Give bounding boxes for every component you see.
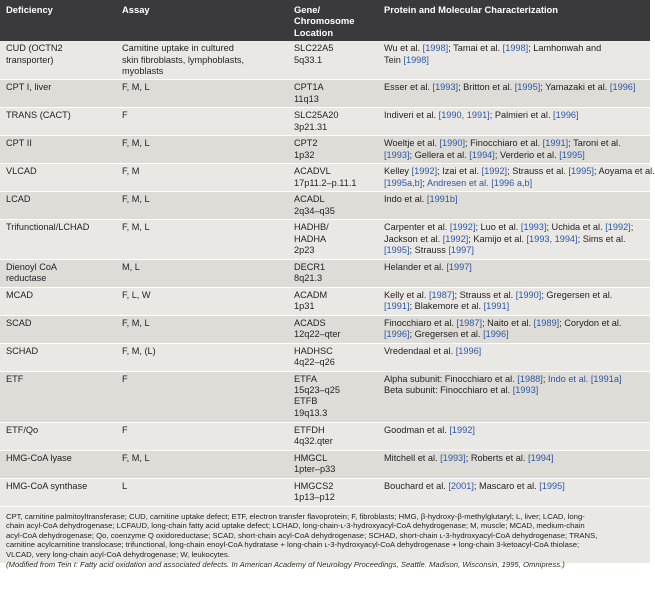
citation-link[interactable]: [1991] [483,301,510,312]
gene-location-cell [288,371,378,422]
assay-cell [116,287,288,315]
table-row [0,192,650,220]
gene-location-cell-line: ETFB [294,396,318,407]
assay-cell-line: L [122,480,128,491]
citation-link[interactable]: [1994] [469,149,495,160]
reference-text: ; Gellera et al. [409,149,470,160]
reference-text: Kelley [384,166,412,177]
gene-location-cell-line: 8q21.3 [294,273,323,284]
reference-text: ; Corydon et al. [559,317,622,328]
citation-link[interactable]: [1987] [428,289,455,300]
table-row [0,136,650,164]
protein-characterization-cell [378,371,650,422]
citation-link[interactable]: [1996] [455,345,482,356]
reference-text: Helander et al. [384,261,447,272]
table-row [0,80,650,108]
protein-characterization-cell [378,41,650,80]
assay-cell-line: F, M, L [122,138,150,149]
reference-line [384,318,644,329]
reference-text: ; Luo et al. [475,222,521,233]
header-label: Chromosome [294,15,355,27]
deficiency-cell-line: CPT II [6,138,32,149]
deficiency-cell-line: SCHAD [6,345,39,356]
reference-text: ; Gregersen et al. [541,289,613,300]
gene-location-cell-line: ACADS [294,317,326,328]
citation-link[interactable]: [1996] [384,329,410,340]
footnote-line: carnitine acylcarnitine translocase; trifunctional, long-chain enoyl-CoA hydratase + long-chain ʟ-3-hydroxyacyl-CoA dehydrogenase + long-chain 3-ketoacyl-CoA thiolase; [6,540,580,550]
table-body [0,41,655,506]
gene-location-cell-line: HMGCS2 [294,480,334,491]
assay-cell [116,371,288,422]
gene-location-cell-line: 12q22–qter [294,329,341,340]
gene-location-cell-line: CPT2 [294,138,318,149]
gene-location-cell-line: ACADM [294,289,328,300]
assay-cell-line: F [122,110,128,121]
footnote-line: CPT, carnitine palmitoyltransferase; CUD, carnitine uptake defect; ETF, electron transfer flavoprotein; F, fibroblasts; HMG, β-hydroxy-β-methylglutaryl; L, liver; LCAD, long- [6,511,585,521]
deficiency-cell [0,220,116,259]
reference-line [384,301,644,312]
assay-cell-line: F, L, W [122,289,151,300]
citation-link[interactable]: [1992] [449,424,475,435]
gene-location-cell-line: HADHB/ [294,222,329,233]
citation-link[interactable]: [1998] [422,43,449,54]
assay-cell-line: F, M, L [122,452,150,463]
citation-link[interactable]: [1998] [502,43,529,54]
citation-link[interactable]: [1993] [520,222,547,233]
reference-text: ; Taroni et al. [568,138,621,149]
reference-text: ; Finocchiaro et al. [465,138,543,149]
assay-cell-line: F, M, (L) [122,345,156,356]
reference-text: ; Kamijo et al. [468,233,527,244]
reference-text: ; Aoyama et al. [593,166,655,177]
gene-location-cell-line: ETFDH [294,424,325,435]
citation-link[interactable]: [1992] [605,222,631,233]
deficiency-cell [0,108,116,136]
assay-cell-line: F, M [122,166,140,177]
assay-cell-line: F [122,373,128,384]
reference-text: ; Lamhonwah and [528,43,602,54]
reference-line [384,453,644,464]
gene-location-cell-line: SLC25A20 [294,110,339,121]
source-note-text: (Modified from Tein I: Fatty acid oxidation and associated defects. In American Academy of Neurology Proceedings, Seattle. Madison, Wisconsin, 1995, Omnipress.) [6,559,565,569]
gene-location-cell-line: 19q13.3 [294,407,328,418]
assay-cell-line: F, M, L [122,82,150,93]
protein-characterization-cell [378,315,650,343]
citation-link[interactable]: [1990] [439,138,466,149]
gene-location-cell [288,80,378,108]
reference-line [384,245,644,256]
citation-link[interactable]: [1997] [446,261,472,272]
citation-link[interactable]: [1992] [449,222,476,233]
table-header [0,0,650,41]
citation-link[interactable]: [1993, 1994] [526,233,578,244]
assay-cell-line: M, L [122,261,140,272]
reference-line [384,290,644,301]
reference-text: ; Tamai et al. [448,43,503,54]
protein-characterization-cell [378,220,650,259]
reference-line [384,262,644,273]
deficiency-cell-line: MCAD [6,289,34,300]
gene-location-cell [288,315,378,343]
gene-location-cell-line: 1p32 [294,149,315,160]
reference-text: Wu et al. [384,43,423,54]
deficiency-cell [0,315,116,343]
deficiency-cell [0,287,116,315]
citation-link[interactable]: [1993] [440,452,466,463]
assay-cell [116,164,288,192]
deficiency-cell [0,450,116,478]
footnote-line: chain acyl-CoA dehydrogenase; LCFAUD, long-chain fatty acid uptake defect; LCHAD, long-chain-ʟ-3-hydroxyacyl-CoA dehydrogenase; M, muscle; MCAD, medium-chain [6,521,585,531]
reference-text: ; Strauss et al. [454,289,516,300]
citation-link[interactable]: [1993] [432,82,459,93]
header-label: Gene/ [294,4,321,15]
assay-cell [116,315,288,343]
gene-location-cell [288,164,378,192]
deficiency-cell [0,164,116,192]
deficiency-cell-line: CUD (OCTN2 [6,43,63,54]
reference-text: ; Palmieri et al. [489,110,554,121]
table-row [0,41,650,80]
deficiency-cell-line: ETF/Qo [6,424,39,435]
reference-text: Bouchard et al. [384,480,449,491]
gene-location-cell-line: 4q32.qter [294,436,333,447]
reference-text: ; [422,177,427,188]
citation-link[interactable]: [1992] [481,166,508,177]
footnote-line: VLCAD, very long-chain acyl-CoA dehydrogenase; W, leukocytes. [6,550,230,560]
citation-link[interactable]: [1995a,b] [384,177,423,188]
reference-line [384,329,644,340]
assay-cell [116,192,288,220]
deficiency-cell [0,41,116,80]
reference-text: ; Strauss et al. [507,166,569,177]
gene-location-cell-line: HADHA [294,233,327,244]
reference-line [384,222,644,233]
reference-text: ; Blakemore et al. [409,301,484,312]
reference-line [384,374,644,385]
citation-link[interactable]: [1989] [533,317,560,328]
reference-line [384,194,644,205]
reference-text: Tein [384,54,404,65]
reference-line [384,55,644,66]
header-label: Deficiency [6,4,53,15]
assay-cell [116,136,288,164]
reference-line [384,425,644,436]
citation-link[interactable]: [1995] [559,149,585,160]
footnote-line: acyl-CoA dehydrogenase; Qo, coenzyme Q oxidoreductase; SCAD, short-chain acyl-CoA dehydrogenase; SCHAD, short-chain ʟ-3-hydroxyacyl-CoA dehydrogenase; TRANS, [6,530,598,540]
header-row [0,0,650,41]
assay-cell [116,80,288,108]
protein-characterization-cell [378,343,650,371]
header-deficiency [0,0,116,41]
reference-text: ; Britton et al. [458,82,515,93]
reference-text: ; Sims et al. [577,233,626,244]
gene-location-cell-line: ETFA [294,373,317,384]
deficiency-cell-line: TRANS (CACT) [6,110,71,121]
gene-location-cell-line: ACADL [294,194,325,205]
deficiency-cell-line: Dienoyl CoA [6,261,58,272]
table-row [0,259,650,287]
deficiency-cell-line: HMG-CoA lyase [6,452,72,463]
gene-location-cell-line: 15q23–q25 [294,385,340,396]
reference-text: ; Uchida et al. [546,222,606,233]
citation-link[interactable]: [1992] [442,233,469,244]
deficiency-cell [0,422,116,450]
reference-text: Kelly et al. [384,289,429,300]
citation-link[interactable]: [1996] [609,82,636,93]
header-label: Assay [122,4,150,15]
protein-characterization-cell [378,450,650,478]
citation-link[interactable]: [1987] [456,317,483,328]
assay-cell-line: skin fibroblasts, lymphoblasts, [122,54,245,65]
gene-location-cell-line: ACADVL [294,166,331,177]
gene-location-cell-line: DECR1 [294,261,326,272]
table-row [0,450,650,478]
assay-cell [116,450,288,478]
gene-location-cell-line: HADHSC [294,345,333,356]
assay-cell [116,478,288,506]
reference-text: Jackson et al. [384,233,443,244]
gene-location-cell [288,220,378,259]
citation-link[interactable]: [2001] [448,480,474,491]
gene-location-cell-line: 1p31 [294,301,315,312]
protein-characterization-cell [378,80,650,108]
citation-link[interactable]: [1988] [517,373,543,384]
assay-cell-line: F, M, L [122,317,150,328]
citation-link[interactable]: [1996] [553,110,579,121]
table-row [0,315,650,343]
reference-line [384,166,655,177]
protein-characterization-cell [378,259,650,287]
citation-link[interactable]: [1993] [384,149,410,160]
gene-location-cell [288,478,378,506]
reference-text: Finocchiaro et al. [384,317,457,328]
table-row [0,478,650,506]
deficiency-cell-line: transporter) [6,54,54,65]
assay-cell [116,220,288,259]
citation-link[interactable]: [1996] [483,329,509,340]
gene-location-cell [288,422,378,450]
gene-location-cell-line: 17p11.2–p.11.1 [294,177,357,188]
header-gene-location [288,0,378,41]
citation-link[interactable]: [1994] [528,452,554,463]
reference-text: Mitchell et al. [384,452,441,463]
citation-link[interactable]: [1992] [411,166,438,177]
assay-cell-line: F, M, L [122,194,150,205]
table-row [0,371,650,422]
citation-link[interactable]: [1993] [512,385,539,396]
assay-cell-line: myoblasts [122,66,164,77]
protein-characterization-cell [378,136,650,164]
reference-text: Carpenter et al. [384,222,450,233]
header-assay [116,0,288,41]
reference-line [384,481,644,492]
deficiency-cell-line: HMG-CoA synthase [6,480,88,491]
reference-line [384,110,644,121]
assay-cell-line: F [122,424,128,435]
citation-link[interactable]: Indo et al. [1991a] [547,373,622,384]
gene-location-cell-line: SLC22A5 [294,43,334,54]
deficiency-cell-line: ETF [6,373,24,384]
source-note [6,560,644,570]
protein-characterization-cell [378,164,655,192]
reference-line [384,43,644,54]
gene-location-cell [288,108,378,136]
gene-location-cell-line: 4q22–q26 [294,357,335,368]
reference-line [384,385,644,396]
reference-line [384,234,644,245]
deficiency-cell [0,478,116,506]
table-footnote [0,507,650,569]
gene-location-cell [288,41,378,80]
gene-location-cell [288,136,378,164]
table-row [0,220,650,259]
citation-link[interactable]: [1991] [542,138,569,149]
assay-cell [116,41,288,80]
table-row [0,287,650,315]
gene-location-cell-line: 1pter–p33 [294,464,336,475]
reference-line [384,82,644,93]
reference-text: Indiveri et al. [384,110,439,121]
assay-cell-line: F, M, L [122,222,150,233]
reference-text: Beta subunit: Finocchiaro et al. [384,385,513,396]
reference-line [384,138,644,149]
reference-text: ; Mascaro et al. [473,480,540,491]
header-protein-characterization [378,0,650,41]
gene-location-cell-line: CPT1A [294,82,324,93]
gene-location-cell-line: 2p23 [294,245,315,256]
gene-location-cell-line: 1p13–p12 [294,492,335,503]
citation-link[interactable]: [1997] [448,245,474,256]
protein-characterization-cell [378,192,650,220]
abbreviations-note [6,512,644,560]
assay-cell [116,108,288,136]
gene-location-cell [288,192,378,220]
citation-link[interactable]: [1995] [539,480,565,491]
header-label: Protein and Molecular Characterization [384,4,558,15]
deficiency-cell [0,80,116,108]
protein-characterization-cell [378,478,650,506]
deficiency-cell-line: CPT I, liver [6,82,52,93]
reference-text: ; Naito et al. [482,317,534,328]
gene-location-cell-line: 2q34–q35 [294,205,335,216]
reference-text: ; [630,222,634,233]
reference-text: Alpha subunit: Finocchiaro et al. [384,373,518,384]
reference-text: ; Izai et al. [437,166,482,177]
table-row [0,422,650,450]
reference-text: ; Verderio et al. [494,149,560,160]
deficiency-cell [0,192,116,220]
gene-location-cell [288,343,378,371]
assay-cell [116,259,288,287]
deficiency-cell-line: SCAD [6,317,32,328]
citation-link[interactable]: [1991] [384,301,410,312]
table-row [0,343,650,371]
reference-text: ; Strauss [409,245,449,256]
citation-link[interactable]: Andresen et al. [1996 a,b] [426,177,533,188]
citation-link[interactable]: [1995] [568,166,594,177]
citation-link[interactable]: [1998] [403,54,429,65]
deficiency-cell-line: VLCAD [6,166,37,177]
reference-text: Esser et al. [384,82,433,93]
protein-characterization-cell [378,422,650,450]
deficiency-cell [0,343,116,371]
reference-line [384,346,644,357]
reference-text: Goodman et al. [384,424,450,435]
protein-characterization-cell [378,287,650,315]
protein-characterization-cell [378,108,650,136]
deficiency-cell [0,371,116,422]
deficiency-cell [0,136,116,164]
deficiency-cell [0,259,116,287]
table-row [0,164,650,192]
reference-line [384,150,644,161]
reference-text: ; Gregersen et al. [409,329,484,340]
reference-text: ; Roberts et al. [465,452,529,463]
deficiency-cell-line: LCAD [6,194,31,205]
reference-text: Vredendaal et al. [384,345,456,356]
citation-link[interactable]: [1990] [515,289,542,300]
assay-cell-line: Carnitine uptake in cultured [122,43,234,54]
citation-link[interactable]: [1995] [514,82,541,93]
gene-location-cell-line: 3p21.31 [294,121,328,132]
gene-location-cell-line: 11q13 [294,93,319,104]
assay-cell [116,422,288,450]
deficiency-cell-line: Trifunctional/LCHAD [6,222,90,233]
reference-text: Indo et al. [384,194,427,205]
deficiency-cell-line: reductase [6,273,47,284]
reference-text: ; Yamazaki et al. [540,82,610,93]
citation-link[interactable]: [1995] [384,245,410,256]
assay-cell [116,343,288,371]
gene-location-cell [288,259,378,287]
table-row [0,108,650,136]
reference-line [384,178,644,189]
gene-location-cell-line: 5q33.1 [294,54,323,65]
citation-link[interactable]: [1990, 1991] [438,110,490,121]
header-label: Location [294,26,334,38]
gene-location-cell [288,287,378,315]
gene-location-cell [288,450,378,478]
reference-text: ; [542,373,548,384]
citation-link[interactable]: [1991b] [426,194,458,205]
gene-location-cell-line: HMGCL [294,452,328,463]
reference-text: Woeltje et al. [384,138,440,149]
